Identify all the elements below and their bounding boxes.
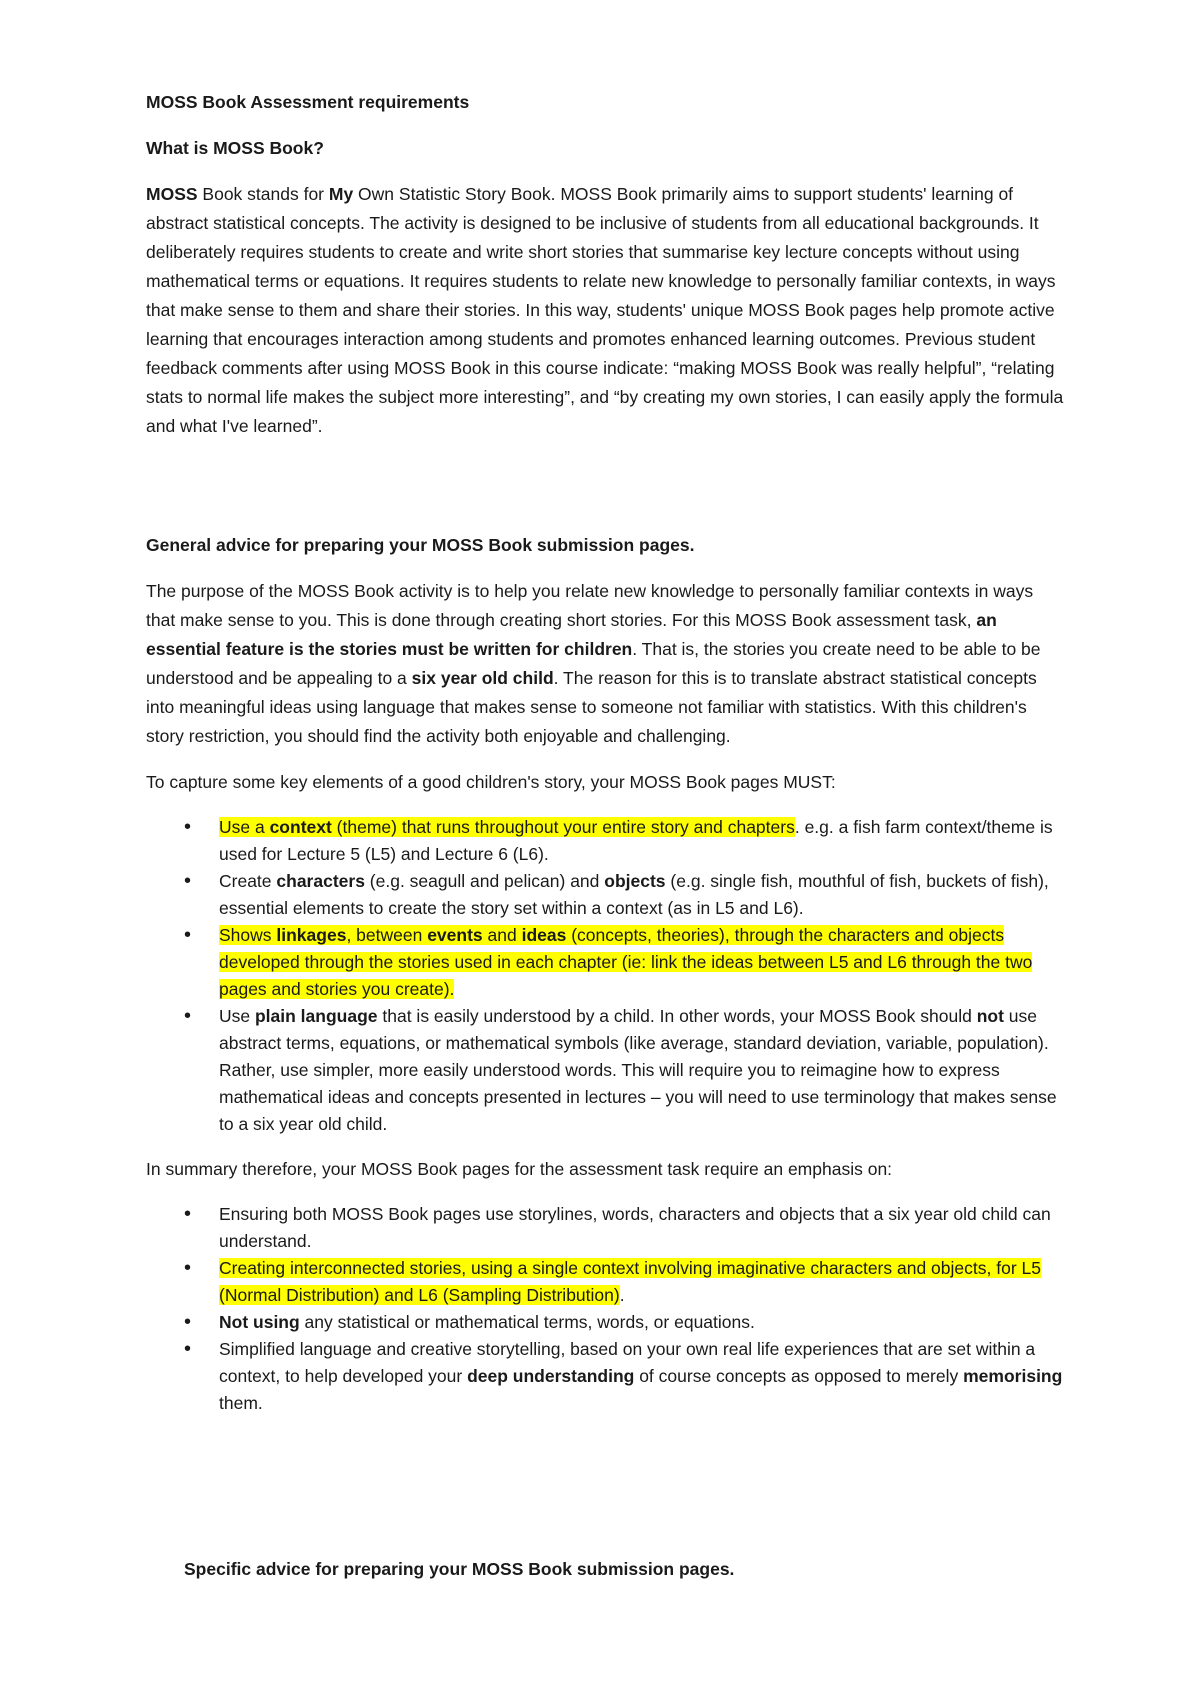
bold-text: characters — [276, 871, 365, 891]
must-intro: To capture some key elements of a good children's story, your MOSS Book pages MUST: — [146, 772, 836, 792]
text-run: Book stands for — [197, 184, 329, 204]
text-run: (concepts, theories), through the characters and objects developed through the stories used in each chapter (ie: link the ideas between L5 and L6 through the two pages and stories you create). — [219, 925, 1033, 999]
text-run: . That is, the stories you create need to be able to be understood and be appealing to a — [146, 639, 1041, 688]
summary-list — [146, 1201, 1066, 1417]
text-run: and — [482, 925, 522, 945]
text-run: . e.g. a fish farm context/theme is used for Lecture 5 (L5) and Lecture 6 (L6). — [219, 817, 1053, 864]
text-run: . — [619, 1285, 625, 1305]
text-run: (e.g. seagull and pelican) and — [364, 871, 605, 891]
list-item — [146, 1003, 1066, 1138]
list-item — [146, 814, 1066, 868]
list-item — [146, 1309, 1066, 1336]
text-run: Use a — [219, 817, 270, 837]
document-page — [146, 88, 1066, 1434]
text-run: any statistical or mathematical terms, words, or equations. — [299, 1312, 755, 1332]
intro-paragraph — [146, 180, 1066, 441]
text-run: use abstract terms, equations, or mathematical symbols (like average, standard deviation, variable, population). Rather, use simpler, more easily understood words. This will require you to reimagine how to express mathematical ideas and concepts presented in lectures – you will need to use terminology that makes sense to a six year old child. — [219, 1006, 1057, 1134]
bold-text: My — [328, 184, 354, 204]
document-title: MOSS Book Assessment requirements — [146, 92, 470, 112]
highlighted-text — [219, 817, 795, 837]
bold-text: memorising — [963, 1366, 1063, 1386]
text-run: that is easily understood by a child. In other words, your MOSS Book should — [377, 1006, 977, 1026]
section-heading-specific-advice: Specific advice for preparing your MOSS Book submission pages. — [184, 1559, 735, 1579]
bold-text: six year old child — [411, 668, 554, 688]
text-run: Create — [219, 871, 277, 891]
section-heading-what-is: What is MOSS Book? — [146, 138, 324, 158]
text-run: of course concepts as opposed to merely — [634, 1366, 964, 1386]
text-run: (theme) that runs throughout your entire story and chapters — [331, 817, 795, 837]
bold-text: an essential feature is the stories must be written for children — [146, 610, 997, 659]
bold-text: objects — [604, 871, 666, 891]
list-item — [146, 922, 1066, 1003]
list-item — [146, 868, 1066, 922]
highlighted-text: Creating interconnected stories, using a single context involving imaginative characters and objects, for L5 (Normal Distribution) and L6 (Sampling Distribution) — [219, 1258, 1041, 1305]
list-item: • Ensuring both MOSS Book pages use storylines, words, characters and objects that a six year old child can understand. — [146, 1201, 1066, 1255]
text-run: Use — [219, 1006, 255, 1026]
summary-intro: In summary therefore, your MOSS Book pages for the assessment task require an emphasis on: — [146, 1159, 893, 1179]
bold-text: plain language — [254, 1006, 378, 1026]
bold-text: context — [269, 817, 332, 837]
bold-text: events — [427, 925, 483, 945]
section-heading-general-advice: General advice for preparing your MOSS Book submission pages. — [146, 535, 695, 555]
bold-text: not — [976, 1006, 1004, 1026]
bold-text: MOSS — [146, 184, 198, 204]
text-run: (e.g. single fish, mouthful of fish, buckets of fish), essential elements to create the story set within a context (as in L5 and L6). — [219, 871, 1049, 918]
bold-text: ideas — [521, 925, 567, 945]
bold-text: linkages — [276, 925, 347, 945]
list-item — [146, 1255, 1066, 1309]
text-run: . The reason for this is to translate abstract statistical concepts into meaningful ideas using language that makes sense to someone not familiar with statistics. With this children's story restriction, you should find the activity both enjoyable and challenging. — [146, 668, 1037, 746]
bold-text: deep understanding — [467, 1366, 635, 1386]
text-run: , between — [346, 925, 428, 945]
bold-text: Not using — [219, 1312, 300, 1332]
highlighted-text — [219, 925, 1032, 999]
purpose-paragraph — [146, 577, 1066, 751]
text-run: Own Statistic Story Book. MOSS Book primarily aims to support students' learning of abstract statistical concepts. The activity is designed to be inclusive of students from all educational backgrounds. It deliberately requires students to create and write short stories that summarise key lecture concepts without using mathematical terms or equations. It requires students to relate new knowledge to personally familiar contexts, in ways that make sense to them and share their stories. In this way, students' unique MOSS Book pages help promote active learning that encourages interaction among students and promotes enhanced learning outcomes. Previous student feedback comments after using MOSS Book in this course indicate: “making MOSS Book was really helpful”, “relating stats to normal life makes the subject more interesting”, and “by creating my own stories, I can easily apply the formula and what I've learned”. — [146, 184, 1064, 436]
text-run: Shows — [219, 925, 277, 945]
text-run: Simplified language and creative storytelling, based on your own real life experiences that are set within a context, to help developed your — [219, 1339, 1036, 1386]
text-run: them. — [219, 1393, 263, 1413]
must-list — [146, 814, 1066, 1138]
list-item — [146, 1336, 1066, 1417]
text-run: The purpose of the MOSS Book activity is to help you relate new knowledge to personally familiar contexts in ways that make sense to you. This is done through creating short stories. For this MOSS Book assessment task, — [146, 581, 1034, 630]
